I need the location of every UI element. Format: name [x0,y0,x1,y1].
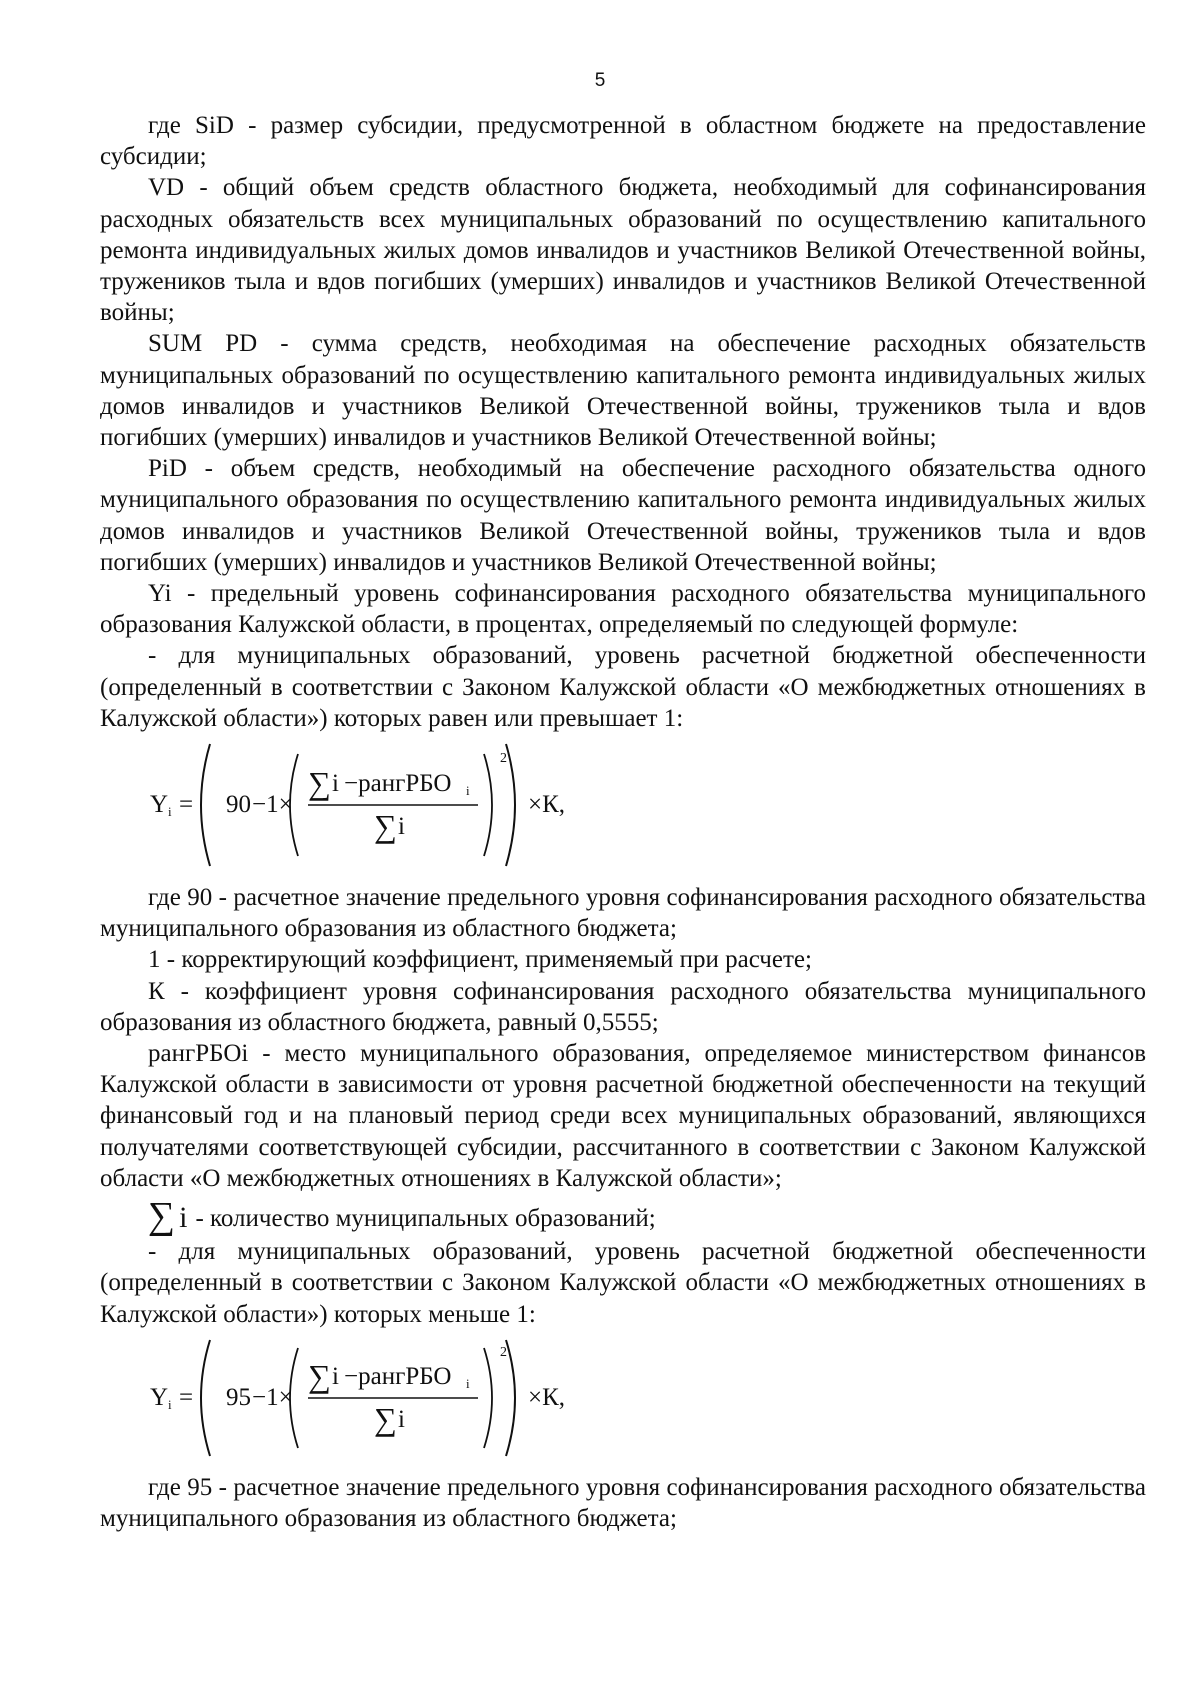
document-body [100,110,1146,1534]
numerator-i: i [332,1362,339,1390]
numerator-sigma: ∑ [308,1357,331,1394]
paragraph-k: К - коэффициент уровня софинансирования расходного обязательства муниципального образования из областного бюджета, равный 0,5555; [100,977,1146,1036]
numerator-sigma: ∑ [308,765,331,802]
sum-i: i [179,1201,188,1235]
paragraph-vd: VD - общий объем средств областного бюджета, необходимый для софинансирования расходных обязательств всех муниципальных образований по осуществлению капитального ремонта индивидуальных жилых домов инвалидов и участников Великой Отечественной войны, тружеников тыла и вдов погибших (умерших) инвалидов и участников Великой Отечественной войны; [100,174,1146,327]
page-number: 5 [594,70,606,91]
formula-95 [100,1330,1146,1466]
paragraph-yi: Yi - предельный уровень софинансирования расходного обязательства муниципального образования Калужской области, в процентах, определяемый по следующей формуле: [100,580,1146,639]
denominator-sigma: ∑ [374,808,397,845]
denominator-sigma: ∑ [374,1400,397,1437]
formula-times-k: ×К, [528,1383,566,1411]
outer-paren-right [506,744,515,866]
sum-definition [100,1195,1146,1238]
inner-paren-right [484,754,492,856]
formula-equals: = [179,791,194,819]
denominator-i: i [398,813,405,841]
formula-95-svg [148,1330,608,1466]
formula-90 [100,734,1146,876]
formula-equals: = [179,1383,194,1411]
numerator-sub: i [466,783,470,799]
outer-paren-left [201,1340,210,1456]
paragraph-where-95: где 95 - расчетное значение предельного уровня софинансирования расходного обязательства муниципального образования из областного бюджета; [100,1473,1146,1532]
formula-exponent: 2 [500,1344,507,1360]
formula-minus-coef: −1× [252,1383,293,1411]
formula-lhs: Y [150,1383,169,1411]
formula-times-k: ×К, [528,791,566,819]
numerator-rest: −рангРБО [344,1362,452,1390]
paragraph-condition-ge1: - для муниципальных образований, уровень расчетной бюджетной обеспеченности (определенный в соответствии с Законом Калужской области «О межбюджетных отношениях в Калужской области») которых равен или превышает 1: [100,642,1146,732]
formula-minus-coef: −1× [252,791,293,819]
numerator-sub: i [466,1375,470,1391]
paragraph-condition-lt1: - для муниципальных образований, уровень расчетной бюджетной обеспеченности (определенный в соответствии с Законом Калужской области «О межбюджетных отношениях в Калужской области») которых меньше 1: [100,1238,1146,1328]
outer-paren-left [201,744,210,866]
formula-lhs-sub: i [168,804,172,820]
paragraph-correction: 1 - корректирующий коэффициент, применяемый при расчете; [148,946,812,974]
sum-definition-text: - количество муниципальных образований; [195,1204,656,1232]
paragraph-pid: PiD - объем средств, необходимый на обеспечение расходного обязательства одного муниципального образования по осуществлению капитального ремонта индивидуальных жилых домов инвалидов и участников Великой Отечественной войны, тружеников тыла и вдов погибших (умерших) инвалидов и участников Великой Отечественной войны; [100,455,1146,576]
formula-lhs: Y [150,791,169,819]
inner-paren-right [484,1348,492,1448]
numerator-i: i [332,770,339,798]
denominator-i: i [398,1405,405,1433]
formula-constant: 90 [226,791,251,819]
sum-sigma: ∑ [148,1195,176,1238]
formula-constant: 95 [226,1383,251,1411]
outer-paren-right [506,1340,515,1456]
paragraph-sid: где SiD - размер субсидии, предусмотренной в областном бюджете на предоставление субсидии; [100,112,1146,171]
formula-90-svg [148,734,608,876]
paragraph-sum-pd: SUM PD - сумма средств, необходимая на обеспечение расходных обязательств муниципальных образований по осуществлению капитального ремонта индивидуальных жилых домов инвалидов и участников Великой Отечественной войны, тружеников тыла и вдов погибших (умерших) инвалидов и участников Великой Отечественной войны; [100,330,1146,452]
formula-exponent: 2 [500,751,507,767]
formula-lhs-sub: i [168,1396,172,1412]
numerator-rest: −рангРБО [344,770,452,798]
paragraph-where-90: где 90 - расчетное значение предельного уровня софинансирования расходного обязательства муниципального образования из областного бюджета; [100,884,1146,943]
paragraph-rank: рангРБОi - место муниципального образования, определяемое министерством финансов Калужской области в зависимости от уровня расчетной бюджетной обеспеченности на текущий финансовый год и на плановый период среди всех муниципальных образований, являющихся получателями соответствующей субсидии, рассчитанного в соответствии с Законом Калужской области «О межбюджетных отношениях в Калужской области»; [100,1040,1146,1192]
